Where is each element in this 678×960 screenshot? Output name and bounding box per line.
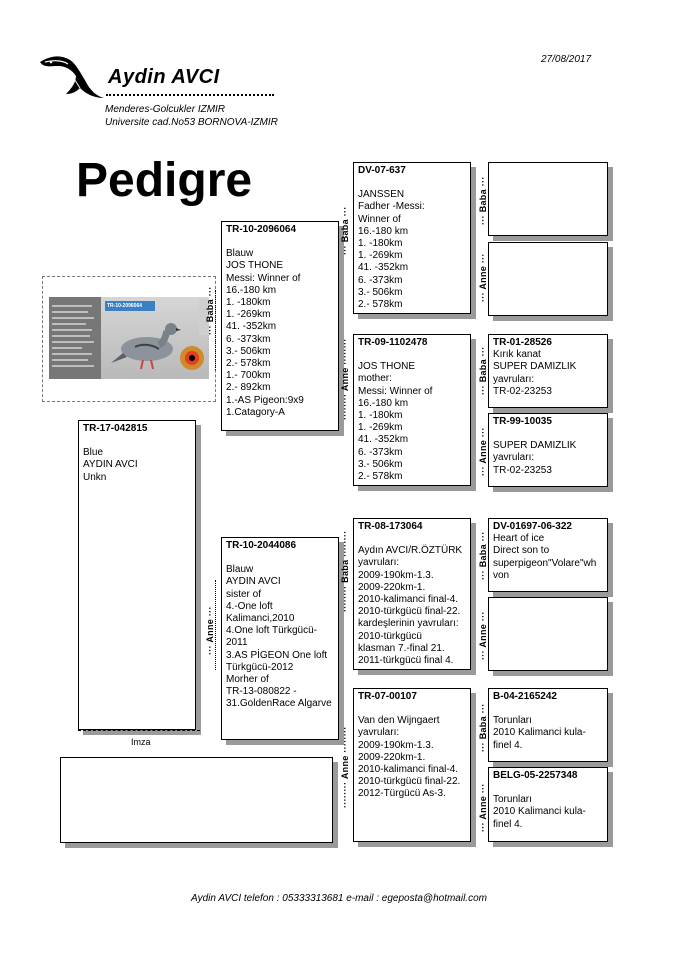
ff-line: 16.-180 km [358,225,409,237]
mmf-label-text: Baba [478,716,488,740]
ff-line: Winner of [358,213,401,225]
fmm-line: SUPER DAMIZLIK [493,440,577,452]
mff-line: von [493,569,510,581]
fm-label-text: Anne [340,367,350,392]
ff-line: 1. -269km [358,250,403,262]
father-line: 1. -269km [226,309,271,321]
father-line: 1.-AS Pigeon:9x9 [226,394,304,406]
mmf-line: 2010 Kalimanci kula- [493,727,586,739]
fmf-line: yavruları: [493,373,535,385]
signature-label: Imza [131,737,151,747]
fmm-box [488,413,608,487]
father-label-text: Baba [205,299,215,323]
mm-line: Van den Wijngaert [358,715,440,727]
mother-connector [215,580,216,670]
mff-label: ··· Baba ··· [478,531,488,580]
father-box [221,221,339,431]
mother-ring: TR-10-2044086 [226,540,297,551]
mm-line: 2010-kalimanci final-4. [358,764,459,776]
fmf-line: Kırık kanat [493,349,541,361]
subject-ring: TR-17-042815 [83,423,148,434]
mmm-line: finel 4. [493,818,523,830]
photo-ring-text: TR-10-2096064 [107,303,143,309]
mother-label-text: Anne [205,618,215,643]
fm-line: 2.- 578km [358,471,403,483]
fm-line: Messi: Winner of [358,385,433,397]
mother-line: 2011 [226,637,248,649]
fm-line: 41. -352km [358,434,409,446]
father-line: 3.- 506km [226,345,271,357]
mother-line: AYDIN AVCI [226,576,281,588]
subject-breeder: AYDIN AVCI [83,459,138,471]
ffm-label-text: Anne [478,265,488,290]
fmm-label-text: Anne [478,439,488,464]
mfm-label-text: Anne [478,623,488,648]
mmf-line: finel 4. [493,739,523,751]
address-line-2: Universite cad.No53 BORNOVA-IZMIR [105,117,278,128]
mff-line: Direct son to [493,545,550,557]
pigeon-photo [49,297,209,379]
fm-line: 3.- 506km [358,458,403,470]
address-line-1: Menderes-Golcukler IZMIR [105,104,226,115]
fm-line: 6. -373km [358,446,403,458]
eye-close-up-icon [179,345,205,371]
mf-label: ········ Baba ········ [340,530,350,612]
loft-logo [36,48,266,103]
mm-line: 2010-türkgücü final-22. [358,776,461,788]
mf-ring: TR-08-173064 [358,521,423,532]
mother-line: Morher of [226,674,269,686]
father-line: Blauw [226,248,254,260]
mf-line: 2010-türkgücü final-22. [358,606,461,618]
ff-label: ··· Baba ··· [340,206,350,255]
mother-line: sister of [226,588,262,600]
mmm-label-text: Anne [478,795,488,820]
father-line: 2.- 892km [226,382,271,394]
ff-line: 41. -352km [358,262,409,274]
mother-line: Türkgücü-2012 [226,661,294,673]
mmf-label: ··· Baba ··· [478,703,488,752]
mmf-line: Torunları [493,715,532,727]
mm-line: 2009-220km-1. [358,751,426,763]
mf-label-text: Baba [340,559,350,583]
pigeon-photo-frame [42,276,216,402]
brand-underline [106,94,274,96]
mff-line: Heart of ice [493,533,545,545]
fm-line: 16.-180 km [358,397,409,409]
ff-line: Fadher -Messi: [358,201,425,213]
fmf-box [488,334,608,408]
mm-line: 2012-Türgücü As-3. [358,788,446,800]
father-line: 41. -352km [226,321,277,333]
address [105,103,278,129]
pigeon-icon [109,313,189,373]
signature-box [60,757,333,843]
ffm-label: ··· Anne ··· [478,253,488,302]
mother-label: ··· Anne ··· [205,606,215,655]
subject-box [78,420,196,730]
mf-line: kardeşlerinin yavruları: [358,618,459,630]
fff-label-text: Baba [478,189,488,213]
fff-label: ··· Baba ··· [478,176,488,225]
mf-box [353,518,471,670]
father-line: Messi: Winner of [226,272,301,284]
mm-label-text: Anne [340,755,350,780]
ff-line: 2.- 578km [358,299,403,311]
mm-box [353,688,471,842]
signature-line [78,730,200,731]
mother-line: 4.One loft Türkgücü- [226,625,317,637]
mother-line: TR-13-080822 - [226,686,297,698]
father-connector [215,290,216,370]
page-title: Pedigre [76,154,253,207]
mff-line: superpigeon"Volare"wh [493,557,597,569]
fmm-line: yavruları: [493,452,535,464]
mf-line: 2009-190km-1.3. [358,569,434,581]
mfm-label: ··· Anne ··· [478,611,488,660]
fff-box [488,162,608,236]
mmm-box [488,767,608,842]
mf-line: klasman 7.-final 21. [358,642,445,654]
fm-ring: TR-09-1102478 [358,337,428,348]
father-line: 6. -373km [226,333,271,345]
father-line: 1.Catagory-A [226,406,285,418]
fm-label: ········ Anne ········ [340,338,350,420]
father-label: ··· Baba ··· [205,286,215,335]
father-line: 16.-180 km [226,284,277,296]
ff-box [353,162,471,314]
mother-line: 31.GoldenRace Algarve [226,698,332,710]
ffm-box [488,242,608,316]
ff-line: JANSSEN [358,189,405,201]
fm-line: 1. -180km [358,410,403,422]
father-line: JOS THONE [226,260,284,272]
mf-line: 2010-kalimanci final-4. [358,594,459,606]
footer-contact: Aydin AVCI telefon : 05333313681 e-mail : egeposta@hotmail.com [191,893,487,904]
subject-sex: Unkn [83,471,107,483]
ff-label-text: Baba [340,219,350,243]
mmm-line: Torunları [493,794,532,806]
mm-label: ········ Anne ········ [340,726,350,808]
subject-color: Blue [83,447,104,459]
mm-line: 2009-190km-1.3. [358,739,434,751]
mmm-ring: BELG-05-2257348 [493,770,578,781]
mff-box [488,518,608,592]
fmm-ring: TR-99-10035 [493,416,552,427]
ff-line: 1. -180km [358,238,403,250]
fm-box [353,334,471,486]
mmm-label: ··· Anne ··· [478,783,488,832]
ff-line: 6. -373km [358,274,403,286]
mf-line: 2009-220km-1. [358,581,426,593]
mother-box [221,537,339,740]
mff-ring: DV-01697-06-322 [493,521,572,532]
mother-line: Kalimanci,2010 [226,613,295,625]
fmm-line: TR-02-23253 [493,464,552,476]
mother-line: Blauw [226,564,254,576]
mmm-line: 2010 Kalimanci kula- [493,806,586,818]
mf-line: yavruları: [358,557,400,569]
mother-line: 3.AS PİGEON One loft [226,649,328,661]
father-line: 1. -180km [226,297,271,309]
father-ring: TR-10-2096064 [226,224,297,235]
fmf-ring: TR-01-28526 [493,337,552,348]
fmm-label: ··· Anne ··· [478,427,488,476]
print-date: 27/08/2017 [541,54,592,65]
mm-ring: TR-07-00107 [358,691,417,702]
fm-line: mother: [358,373,392,385]
mmf-ring: B-04-2165242 [493,691,557,702]
ff-line: 3.- 506km [358,286,403,298]
father-line: 1.- 700km [226,370,271,382]
fm-line: JOS THONE [358,361,416,373]
mmf-box [488,688,608,762]
mm-line: yavruları: [358,727,400,739]
mf-line: 2011-türkgücü final 4. [358,655,454,667]
mfm-box [488,597,608,671]
ff-ring: DV-07-637 [358,165,406,176]
fmf-line: SUPER DAMIZLIK [493,361,577,373]
dove-logo-icon [36,48,111,100]
fmf-label: ··· Baba ··· [478,346,488,395]
photo-text-lines-icon [52,302,98,374]
father-line: 2.- 578km [226,358,271,370]
brand-name: Aydin AVCI [108,66,220,88]
fmf-label-text: Baba [478,359,488,383]
fmf-line: TR-02-23253 [493,385,552,397]
mf-line: 2010-türkgücü [358,630,422,642]
mff-label-text: Baba [478,544,488,568]
fm-line: 1. -269km [358,422,403,434]
mother-line: 4.-One loft [226,600,273,612]
mf-line: Aydın AVCI/R.ÖZTÜRK [358,545,463,557]
